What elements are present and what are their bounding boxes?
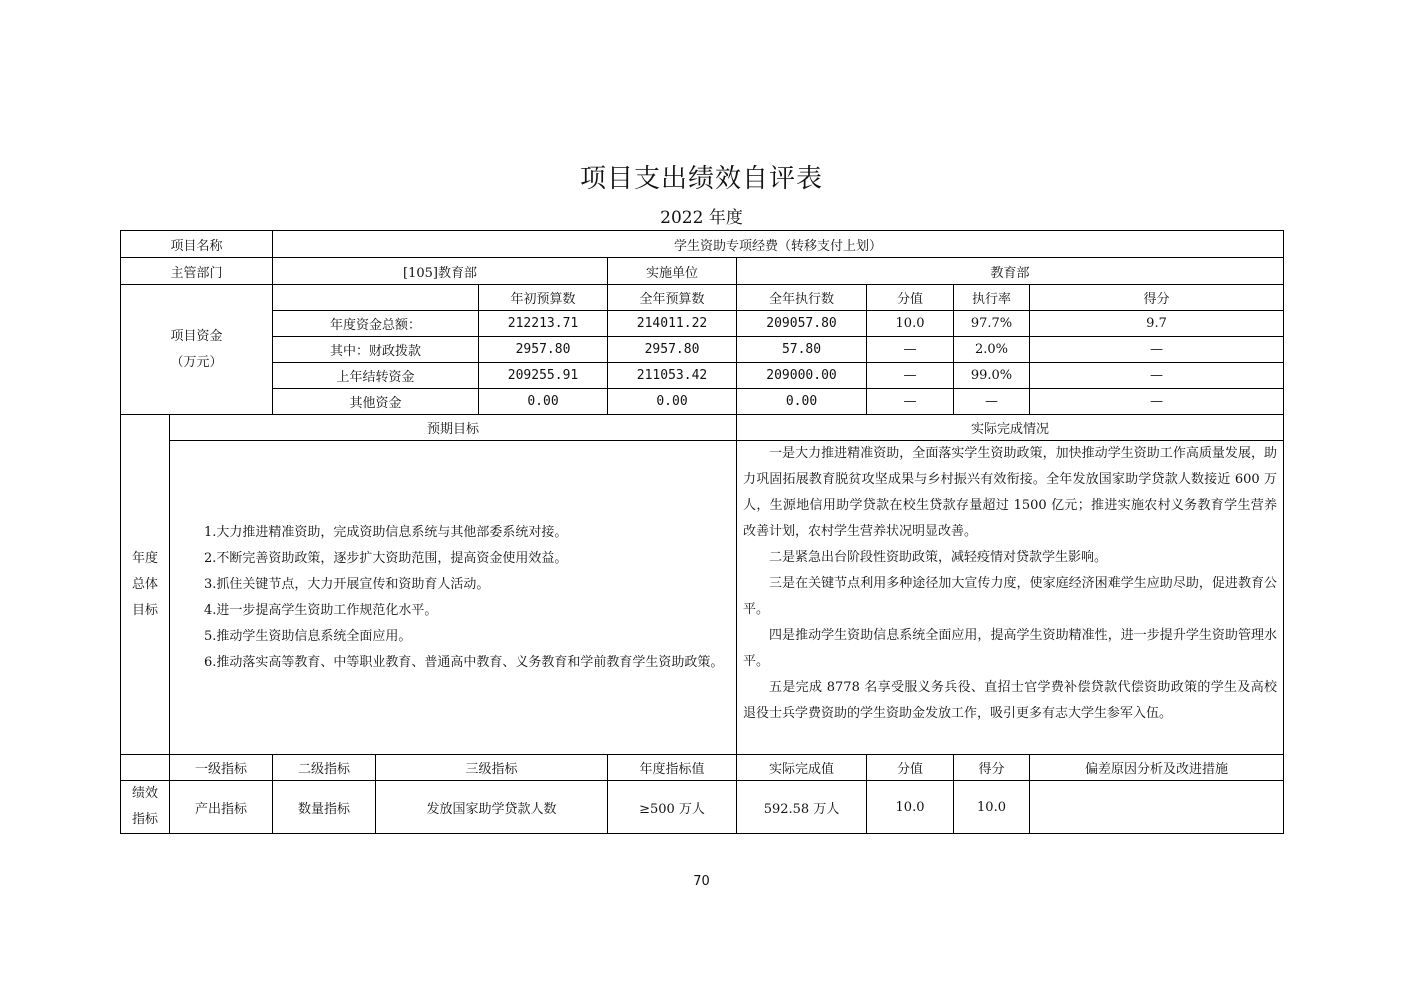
funds-annual: 214011.22 [608, 311, 737, 337]
indicator-level3: 发放国家助学贷款人数 [376, 781, 608, 834]
funds-label-line1: 项目资金 [170, 328, 223, 344]
funds-header: 全年预算数 [608, 285, 737, 311]
expected-goal-header: 预期目标 [170, 415, 737, 441]
indicator-side-label [121, 781, 170, 834]
performance-table [120, 230, 1284, 834]
indicator-row [121, 781, 1284, 834]
goals-side-line: 总体 [131, 576, 158, 592]
funds-executed: 0.00 [737, 389, 867, 415]
indicator-header: 分值 [867, 755, 954, 781]
funds-annual: 2957.80 [608, 337, 737, 363]
funds-row [121, 311, 1284, 337]
page-number: 70 [693, 874, 710, 889]
indicator-weight: 10.0 [867, 781, 954, 834]
funds-label [121, 285, 273, 415]
indicator-side-line: 指标 [131, 812, 158, 827]
indicator-header: 二级指标 [273, 755, 376, 781]
actual-result-item: 一是大力推进精准资助，全面落实学生资助政策，加快推动学生资助工作高质量发展，助力巩固拓展教育脱贫攻坚成果与乡村振兴有效衔接。全年发放国家助学贷款人数接近 600 万人，生源地信用助学贷款在校生贷款存量超过 1500 亿元；推进实施农村义务教育学生营养改善计划，农村学生营养状况明显改善。 [743, 446, 1278, 539]
dept-value: [105]教育部 [273, 258, 608, 285]
funds-header: 得分 [1030, 285, 1284, 311]
indicator-score: 10.0 [954, 781, 1030, 834]
actual-result-item: 五是完成 8778 名享受服义务兵役、直招士官学费补偿贷款代偿资助政策的学生及高校退役士兵学费资助的学生资助金发放工作，吸引更多有志大学生参军入伍。 [743, 680, 1278, 721]
funds-weight: 10.0 [867, 311, 954, 337]
year-subtitle: 2022 年度 [660, 208, 743, 228]
funds-score: 9.7 [1030, 311, 1284, 337]
funds-header: 年初预算数 [479, 285, 608, 311]
funds-row-name: 其中：财政拨款 [273, 337, 479, 363]
funds-row [121, 337, 1284, 363]
funds-initial: 2957.80 [479, 337, 608, 363]
actual-result-item: 三是在关键节点利用多种途径加大宣传力度，使家庭经济困难学生应助尽助，促进教育公平。 [743, 576, 1278, 617]
actual-result-item: 四是推动学生资助信息系统全面应用，提高学生资助精准性，进一步提升学生资助管理水平。 [743, 628, 1278, 669]
project-name-label: 项目名称 [121, 231, 273, 258]
impl-unit-label: 实施单位 [608, 258, 737, 285]
impl-unit-value: 教育部 [737, 258, 1284, 285]
funds-executed: 209057.80 [737, 311, 867, 337]
indicator-target: ≥500 万人 [608, 781, 737, 834]
expected-goal-item: 1.大力推进精准资助，完成资助信息系统与其他部委系统对接。 [204, 524, 568, 540]
dept-label: 主管部门 [121, 258, 273, 285]
expected-goal-item: 2.不断完善资助政策，逐步扩大资助范围，提高资金使用效益。 [204, 550, 568, 566]
indicator-header: 实际完成值 [737, 755, 867, 781]
actual-results [737, 441, 1284, 755]
expected-goal-item: 6.推动落实高等教育、中等职业教育、普通高中教育、义务教育和学前教育学生资助政策。 [204, 654, 724, 670]
funds-rate: 2.0% [954, 337, 1030, 363]
funds-row-name: 年度资金总额： [273, 311, 479, 337]
funds-row-name: 其他资金 [273, 389, 479, 415]
funds-executed: 209000.00 [737, 363, 867, 389]
funds-initial: 0.00 [479, 389, 608, 415]
indicator-level2: 数量指标 [273, 781, 376, 834]
indicator-header: 偏差原因分析及改进措施 [1030, 755, 1284, 781]
funds-rate: — [954, 389, 1030, 415]
funds-rate: 99.0% [954, 363, 1030, 389]
goals-side-line: 年度 [131, 550, 158, 566]
indicator-header: 三级指标 [376, 755, 608, 781]
funds-header-blank [273, 285, 479, 311]
funds-score: — [1030, 337, 1284, 363]
indicator-header-blank [121, 755, 170, 781]
actual-result-item: 二是紧急出台阶段性资助政策，减轻疫情对贷款学生影响。 [769, 550, 1108, 565]
funds-rate: 97.7% [954, 311, 1030, 337]
funds-annual: 211053.42 [608, 363, 737, 389]
indicator-side-line: 绩效 [131, 786, 158, 801]
indicator-remark [1030, 781, 1284, 834]
funds-header: 全年执行数 [737, 285, 867, 311]
expected-goal-item: 4.进一步提高学生资助工作规范化水平。 [204, 602, 438, 618]
indicator-actual: 592.58 万人 [737, 781, 867, 834]
funds-score: — [1030, 363, 1284, 389]
funds-annual: 0.00 [608, 389, 737, 415]
funds-row-name: 上年结转资金 [273, 363, 479, 389]
funds-executed: 57.80 [737, 337, 867, 363]
expected-goal-item: 5.推动学生资助信息系统全面应用。 [204, 628, 412, 644]
funds-weight: — [867, 337, 954, 363]
funds-row [121, 363, 1284, 389]
funds-header: 执行率 [954, 285, 1030, 311]
expected-goals [170, 441, 737, 755]
project-name-value: 学生资助专项经费（转移支付上划） [273, 231, 1284, 258]
expected-goal-item: 3.抓住关键节点，大力开展宣传和资助育人活动。 [204, 576, 490, 592]
funds-header: 分值 [867, 285, 954, 311]
funds-row [121, 389, 1284, 415]
indicator-header: 一级指标 [170, 755, 273, 781]
indicator-header: 得分 [954, 755, 1030, 781]
actual-result-header: 实际完成情况 [737, 415, 1284, 441]
indicator-header: 年度指标值 [608, 755, 737, 781]
indicator-level1: 产出指标 [170, 781, 273, 834]
page-title: 项目支出绩效自评表 [579, 164, 823, 194]
funds-weight: — [867, 389, 954, 415]
funds-initial: 209255.91 [479, 363, 608, 389]
funds-label-line2: （万元） [170, 354, 223, 370]
goals-side-line: 目标 [131, 602, 158, 618]
funds-score: — [1030, 389, 1284, 415]
goals-side-label [121, 415, 170, 755]
funds-weight: — [867, 363, 954, 389]
funds-initial: 212213.71 [479, 311, 608, 337]
